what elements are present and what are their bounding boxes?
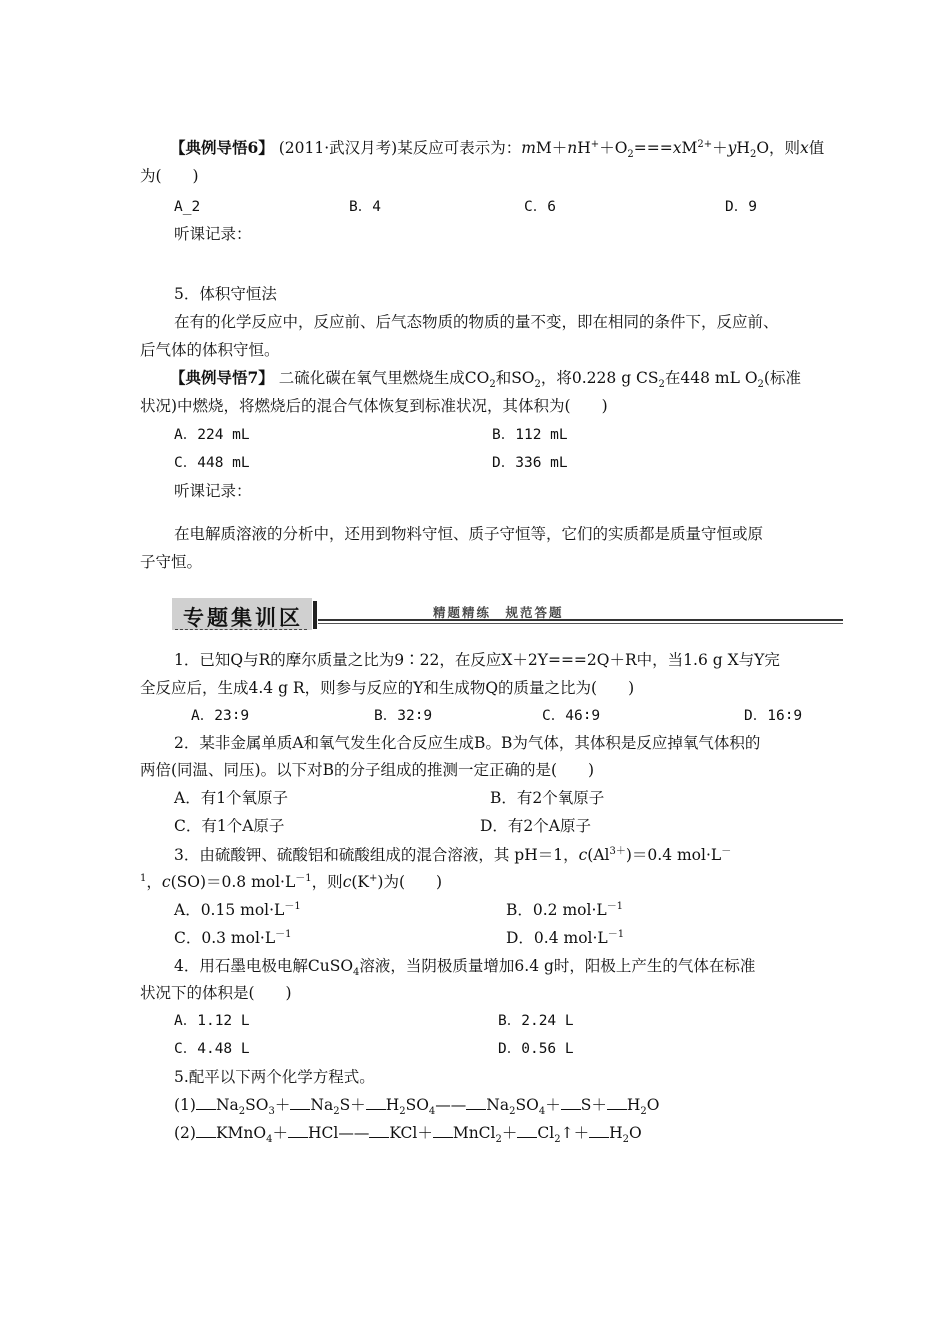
answer-blank[interactable] <box>366 1095 386 1110</box>
answer-blank[interactable] <box>466 1095 486 1110</box>
question-3-option-a <box>174 900 301 920</box>
eq-sub: 4 <box>266 1134 273 1146</box>
eq-part: Na <box>486 1096 510 1114</box>
q3-sup: － <box>721 845 732 857</box>
example-6-line2: 为( ) <box>140 167 199 185</box>
eq-part: O，则 <box>756 139 801 157</box>
eq-sup: + <box>590 138 600 150</box>
question-3-option-b <box>506 900 623 920</box>
question-2-option-c: C．有1个A原子 <box>174 817 285 835</box>
q3-sup: －1 <box>295 872 312 884</box>
eq-sup: 2+ <box>697 138 713 150</box>
question-4-option-d: D．0.56 L <box>498 1041 574 1057</box>
question-3-line2 <box>140 872 442 892</box>
section-header-subtitle: 精题精练 规范答题 <box>433 605 564 620</box>
answer-blank[interactable] <box>290 1095 310 1110</box>
example-7-line2: 状况)中燃烧，将燃烧后的混合气体恢复到标准状况，其体积为( ) <box>140 397 608 415</box>
eq-sub: 4 <box>428 1106 436 1118</box>
eq-part: 和SO <box>495 369 535 387</box>
example-6-tag: 【典例导悟6】 <box>170 138 274 157</box>
question-5-equation-2 <box>174 1123 642 1146</box>
eq-part: H <box>385 1096 400 1114</box>
eq-sub: 2 <box>238 1106 246 1118</box>
question-2-line2: 两倍(同温、同压)。以下对B的分子组成的推测一定正确的是( ) <box>140 761 595 779</box>
eq-sub: 2 <box>509 1106 516 1118</box>
eq-part: O <box>629 1124 642 1142</box>
eq-part: 在448 mL O <box>664 369 758 387</box>
example-7-notes: 听课记录： <box>174 482 252 500</box>
eq-part: SO <box>405 1096 429 1114</box>
eq-part: KCl＋ <box>389 1124 433 1142</box>
question-2-option-a: A．有1个氧原子 <box>174 789 289 807</box>
example-6-notes: 听课记录： <box>174 225 252 243</box>
eq-label: (1) <box>174 1096 196 1114</box>
question-3-line1 <box>174 845 731 865</box>
answer-blank[interactable] <box>561 1095 581 1110</box>
example-6-option-b: B．4 <box>349 199 381 215</box>
eq-part: SO <box>245 1096 269 1114</box>
eq-part: Cl <box>537 1124 555 1142</box>
answer-blank[interactable] <box>196 1123 216 1138</box>
eq-part: S＋ <box>580 1096 607 1114</box>
summary-line1: 在电解质溶液的分析中，还用到物料守恒、质子守恒等，它们的实质都是质量守恒或原 <box>174 525 764 543</box>
q4-sub: 4 <box>353 967 360 979</box>
q3-var: c <box>342 873 352 891</box>
summary-line2: 子守恒。 <box>140 553 203 571</box>
question-4-option-a: A．1.12 L <box>174 1013 250 1029</box>
eq-var: y <box>727 139 737 157</box>
example-7-line1 <box>170 368 801 391</box>
example-7-option-d: D．336 mL <box>492 455 568 471</box>
question-1-option-b: B．32∶9 <box>374 708 433 724</box>
section-5-heading: 5．体积守恒法 <box>174 285 277 303</box>
q3-sup: －1 <box>606 900 624 912</box>
q3-var: c <box>161 873 171 891</box>
q3-option-text: B．0.2 mol·L <box>506 901 607 919</box>
eq-part: Na <box>215 1096 239 1114</box>
answer-blank[interactable] <box>288 1123 308 1138</box>
question-4-option-c: C．4.48 L <box>174 1041 250 1057</box>
q3-option-text: D．0.4 mol·L <box>506 929 608 947</box>
example-6-option-d: D．9 <box>725 199 757 215</box>
answer-blank[interactable] <box>517 1123 537 1138</box>
eq-part: (标准 <box>763 369 801 387</box>
section-header-rule-thin <box>318 623 843 624</box>
eq-part: 二硫化碳在氧气里燃烧生成CO <box>278 369 490 387</box>
eq-part: ＋ <box>712 139 728 157</box>
eq-part: H <box>626 1096 641 1114</box>
section-header-title: 专题集训区 <box>183 606 303 630</box>
question-3-option-c <box>174 928 292 948</box>
q3-sup: 3＋ <box>609 845 626 857</box>
question-5-equation-1 <box>174 1095 660 1118</box>
eq-part: M＋ <box>535 139 568 157</box>
q3-option-text: C．0.3 mol·L <box>174 929 276 947</box>
eq-part: ，将0.228 g CS <box>540 369 659 387</box>
eq-part: ＋ <box>272 1124 288 1142</box>
example-6-option-a: A_2 <box>174 199 201 215</box>
eq-sub: 2 <box>749 149 757 161</box>
question-4-line1 <box>174 956 756 979</box>
eq-sub: 2 <box>333 1106 340 1118</box>
eq-part: H <box>736 139 750 157</box>
q3-text: )＝0.4 mol·L <box>625 846 722 864</box>
eq-part: H <box>577 139 591 157</box>
answer-blank[interactable] <box>369 1123 389 1138</box>
section-header-rule <box>318 619 843 621</box>
q3-sup: －1 <box>607 928 625 940</box>
section-header-divider <box>313 601 317 629</box>
eq-part: Na <box>310 1096 334 1114</box>
example-6-text: (2011·武汉月考)某反应可表示为： <box>278 139 522 157</box>
eq-part: ＋O <box>599 139 628 157</box>
section-5-paragraph-line2: 后气体的体积守恒。 <box>140 341 280 359</box>
eq-var: x <box>672 139 682 157</box>
q3-sup: －1 <box>275 928 292 940</box>
eq-part: —— <box>435 1096 467 1114</box>
q3-var: c <box>578 846 588 864</box>
example-7-option-c: C．448 mL <box>174 455 250 471</box>
example-7-option-b: B．112 mL <box>492 427 568 443</box>
eq-sub: 2 <box>627 149 634 161</box>
eq-part: === <box>633 139 673 157</box>
q3-text: 3．由硫酸钾、硫酸铝和硫酸组成的混合溶液，其 pH＝1， <box>174 846 579 864</box>
question-4-option-b: B．2.24 L <box>498 1013 574 1029</box>
eq-part: ↑＋ <box>560 1124 590 1142</box>
question-5-heading: 5.配平以下两个化学方程式。 <box>174 1068 375 1086</box>
q4-text: 溶液，当阴极质量增加6.4 g时，阳极上产生的气体在标准 <box>359 957 756 975</box>
eq-part: H <box>609 1124 623 1142</box>
q3-text: (Al <box>587 846 610 864</box>
q3-sup: －1 <box>284 900 301 912</box>
eq-sub: 2 <box>640 1106 647 1118</box>
example-6-option-c: C．6 <box>524 199 556 215</box>
eq-sub: 2 <box>495 1134 502 1146</box>
eq-sub: 4 <box>538 1106 546 1118</box>
q4-text: 4．用石墨电极电解CuSO <box>174 957 354 975</box>
eq-part: ＋ <box>274 1096 291 1114</box>
eq-part: 值 <box>808 139 825 157</box>
eq-part: ＋ <box>501 1124 518 1142</box>
eq-sub: 2 <box>622 1134 629 1146</box>
question-1-option-a: A．23∶9 <box>191 708 250 724</box>
eq-sub: 2 <box>534 379 541 391</box>
example-7-option-a: A．224 mL <box>174 427 250 443</box>
eq-part: HCl—— <box>308 1124 370 1142</box>
q3-sup: + <box>369 872 378 884</box>
eq-sub: 2 <box>757 379 764 391</box>
eq-var: m <box>521 139 536 157</box>
question-4-line2: 状况下的体积是( ) <box>140 984 292 1002</box>
q3-text: ，则 <box>311 873 343 891</box>
section-5-paragraph-line1: 在有的化学反应中，反应前、后气态物质的物质的量不变，即在相同的条件下，反应前、 <box>174 313 779 331</box>
eq-var: x <box>800 139 809 157</box>
eq-part: SO <box>515 1096 539 1114</box>
eq-sub: 2 <box>554 1134 561 1146</box>
answer-blank[interactable] <box>589 1123 609 1138</box>
eq-sub: 2 <box>399 1106 406 1118</box>
question-1-line1: 1．已知Q与R的摩尔质量之比为9∶22，在反应X＋2Y===2Q＋R中，当1.6 g X与Y完 <box>174 651 780 669</box>
question-1-option-c: C．46∶9 <box>542 708 601 724</box>
question-3-option-d <box>506 928 624 948</box>
q3-text: ， <box>146 873 162 891</box>
example-6-line1 <box>170 138 825 161</box>
q3-text: (SO)＝0.8 mol·L <box>170 873 296 891</box>
eq-var: n <box>567 139 578 157</box>
eq-part: ＋ <box>545 1096 561 1114</box>
question-2-option-b: B．有2个氧原子 <box>490 789 605 807</box>
section-header-dash <box>175 629 307 630</box>
question-1-line2: 全反应后，生成4.4 g R，则参与反应的Y和生成物Q的质量之比为( ) <box>140 679 635 697</box>
eq-part: KMnO <box>215 1124 267 1142</box>
eq-part: O <box>646 1096 660 1114</box>
question-1-option-d: D．16∶9 <box>744 708 803 724</box>
eq-part: M <box>681 139 698 157</box>
answer-blank[interactable] <box>196 1095 216 1110</box>
eq-sub: 2 <box>658 379 665 391</box>
q3-text: (K <box>351 873 370 891</box>
example-7-tag: 【典例导悟7】 <box>170 368 274 387</box>
answer-blank[interactable] <box>607 1095 627 1110</box>
question-2-line1: 2．某非金属单质A和氧气发生化合反应生成B。B为气体，其体积是反应掉氧气体积的 <box>174 734 761 752</box>
q3-sup: 1 <box>140 872 147 884</box>
q3-option-text: A．0.15 mol·L <box>174 901 285 919</box>
q3-text: )为( ) <box>377 873 443 891</box>
eq-sub: 2 <box>489 379 496 391</box>
eq-label: (2) <box>174 1124 196 1142</box>
eq-part: S＋ <box>339 1096 366 1114</box>
answer-blank[interactable] <box>433 1123 453 1138</box>
eq-part: MnCl <box>452 1124 496 1142</box>
eq-sub: 3 <box>268 1106 275 1118</box>
question-2-option-d: D．有2个A原子 <box>480 817 591 835</box>
